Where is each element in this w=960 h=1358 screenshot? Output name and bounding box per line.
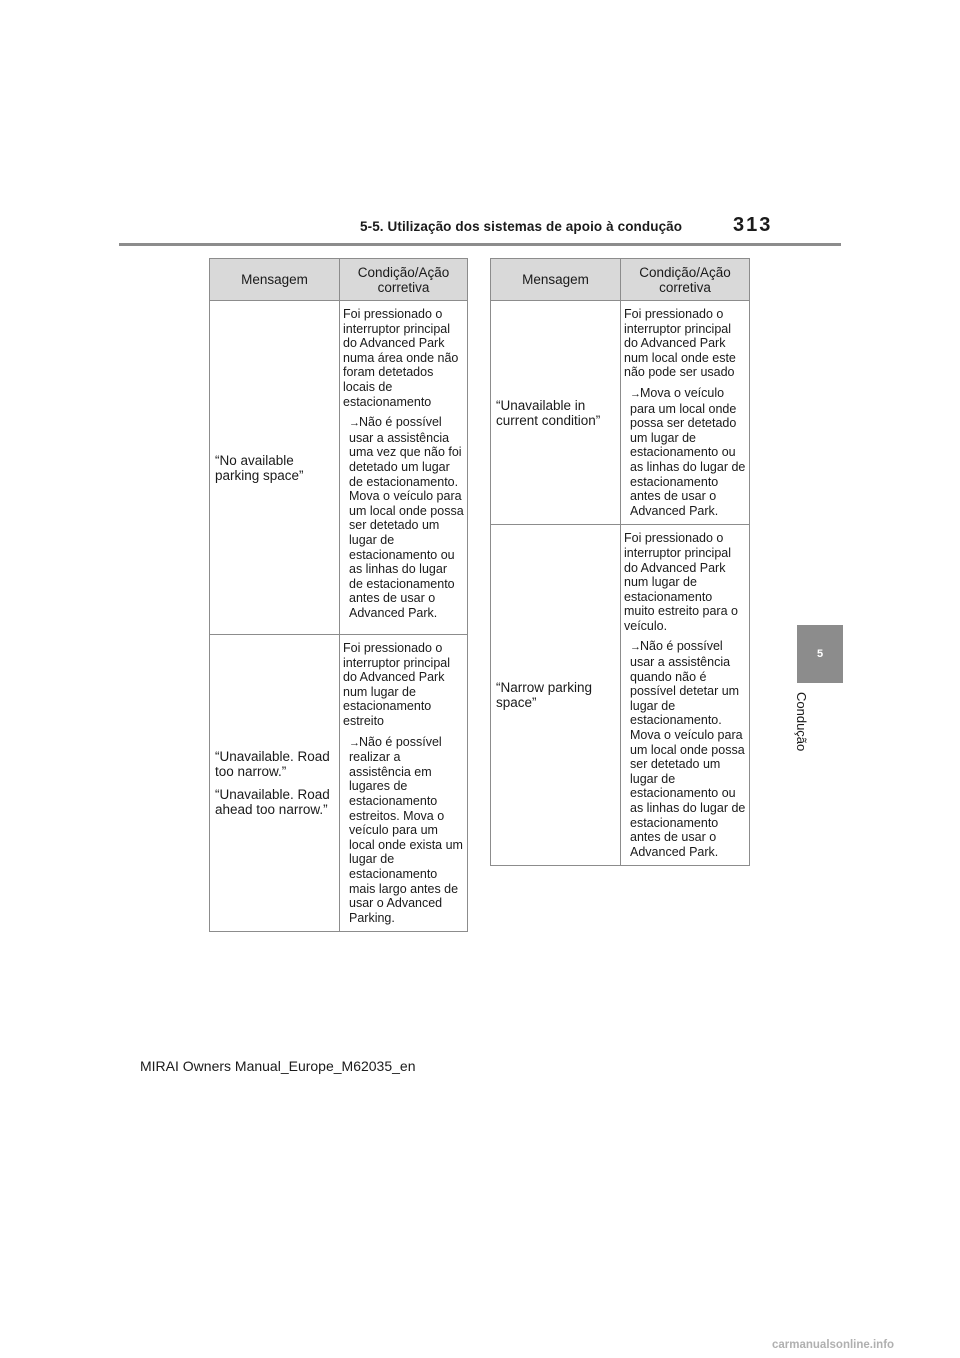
footer-text: MIRAI Owners Manual_Europe_M62035_en bbox=[140, 1058, 416, 1074]
section-title: 5-5. Utilização dos sistemas de apoio à condução bbox=[360, 219, 683, 234]
action-block bbox=[343, 735, 464, 926]
chapter-tab[interactable] bbox=[797, 625, 843, 683]
condition-text: Foi pressionado o interruptor principal do Advanced Park num lugar de estacionamento muito estreito para o veículo. bbox=[624, 531, 738, 633]
message-table-right bbox=[490, 258, 750, 866]
message-text: “Unavailable in current condition” bbox=[496, 397, 601, 428]
message-cell bbox=[210, 635, 340, 932]
message-text: “Unavailable. Road ahead too narrow.” bbox=[215, 787, 330, 818]
table-header-row bbox=[210, 259, 468, 301]
table-row bbox=[491, 301, 750, 525]
table-header-row bbox=[491, 259, 750, 301]
action-cell bbox=[621, 301, 750, 525]
action-cell bbox=[621, 525, 750, 866]
arrow-right-icon: → bbox=[630, 641, 641, 654]
header-action: Condição/Ação corretiva bbox=[621, 259, 750, 301]
table-row bbox=[210, 301, 468, 635]
header-message: Mensagem bbox=[210, 259, 340, 301]
header-message: Mensagem bbox=[491, 259, 621, 301]
action-text: Não é possível usar a assistência uma vez que não foi detetado um lugar de estacionamento. Mova o veículo para um local onde possa ser detetado um lugar de estacionamento ou as linhas do lugar de estacionamento antes de usar o Advanced Park. bbox=[349, 415, 464, 620]
arrow-right-icon: → bbox=[349, 736, 360, 749]
action-cell bbox=[340, 635, 468, 932]
action-text: Não é possível realizar a assistência em lugares de estacionamento estreitos. Mova o veículo para um local onde exista um lugar de estacionamento mais largo antes de usar o Advanced Parking. bbox=[349, 734, 463, 925]
condition-text: Foi pressionado o interruptor principal do Advanced Park numa área onde não foram detetados locais de estacionamento bbox=[343, 307, 459, 409]
action-block bbox=[343, 415, 464, 620]
header-divider bbox=[119, 243, 841, 246]
message-text: “No available parking space” bbox=[215, 452, 304, 483]
action-text: Não é possível usar a assistência quando não é possível detetar um lugar de estacionamento. Mova o veículo para um local onde possa ser detetado um lugar de estacionamento ou as linhas do lugar de estacionamento antes de usar o Advanced Park. bbox=[630, 639, 746, 859]
condition-text: Foi pressionado o interruptor principal do Advanced Park num lugar de estacionamento estreito bbox=[343, 641, 450, 728]
header-action: Condição/Ação corretiva bbox=[340, 259, 468, 301]
arrow-right-icon: → bbox=[630, 387, 641, 400]
page-number: 313 bbox=[733, 214, 773, 236]
message-cell bbox=[491, 301, 621, 525]
message-cell bbox=[210, 301, 340, 635]
chapter-label: Condução bbox=[794, 692, 809, 752]
message-text: “Unavailable. Road too narrow.” bbox=[215, 749, 330, 780]
action-cell bbox=[340, 301, 468, 635]
action-block bbox=[624, 639, 746, 859]
table-row bbox=[491, 525, 750, 866]
action-text: Mova o veículo para um local onde possa ser detetado um lugar de estacionamento ou as linhas do lugar de estacionamento antes de usar o Advanced Park. bbox=[630, 385, 746, 518]
message-table-left bbox=[209, 258, 468, 932]
message-text: “Narrow parking space” bbox=[496, 680, 593, 711]
table-row bbox=[210, 635, 468, 932]
arrow-right-icon: → bbox=[349, 417, 360, 430]
condition-text: Foi pressionado o interruptor principal do Advanced Park num local onde este não pode ser usado bbox=[624, 307, 736, 380]
action-block bbox=[624, 386, 746, 518]
message-cell bbox=[491, 525, 621, 866]
watermark: carmanualsonline.info bbox=[772, 1339, 895, 1351]
chapter-number: 5 bbox=[816, 648, 824, 660]
